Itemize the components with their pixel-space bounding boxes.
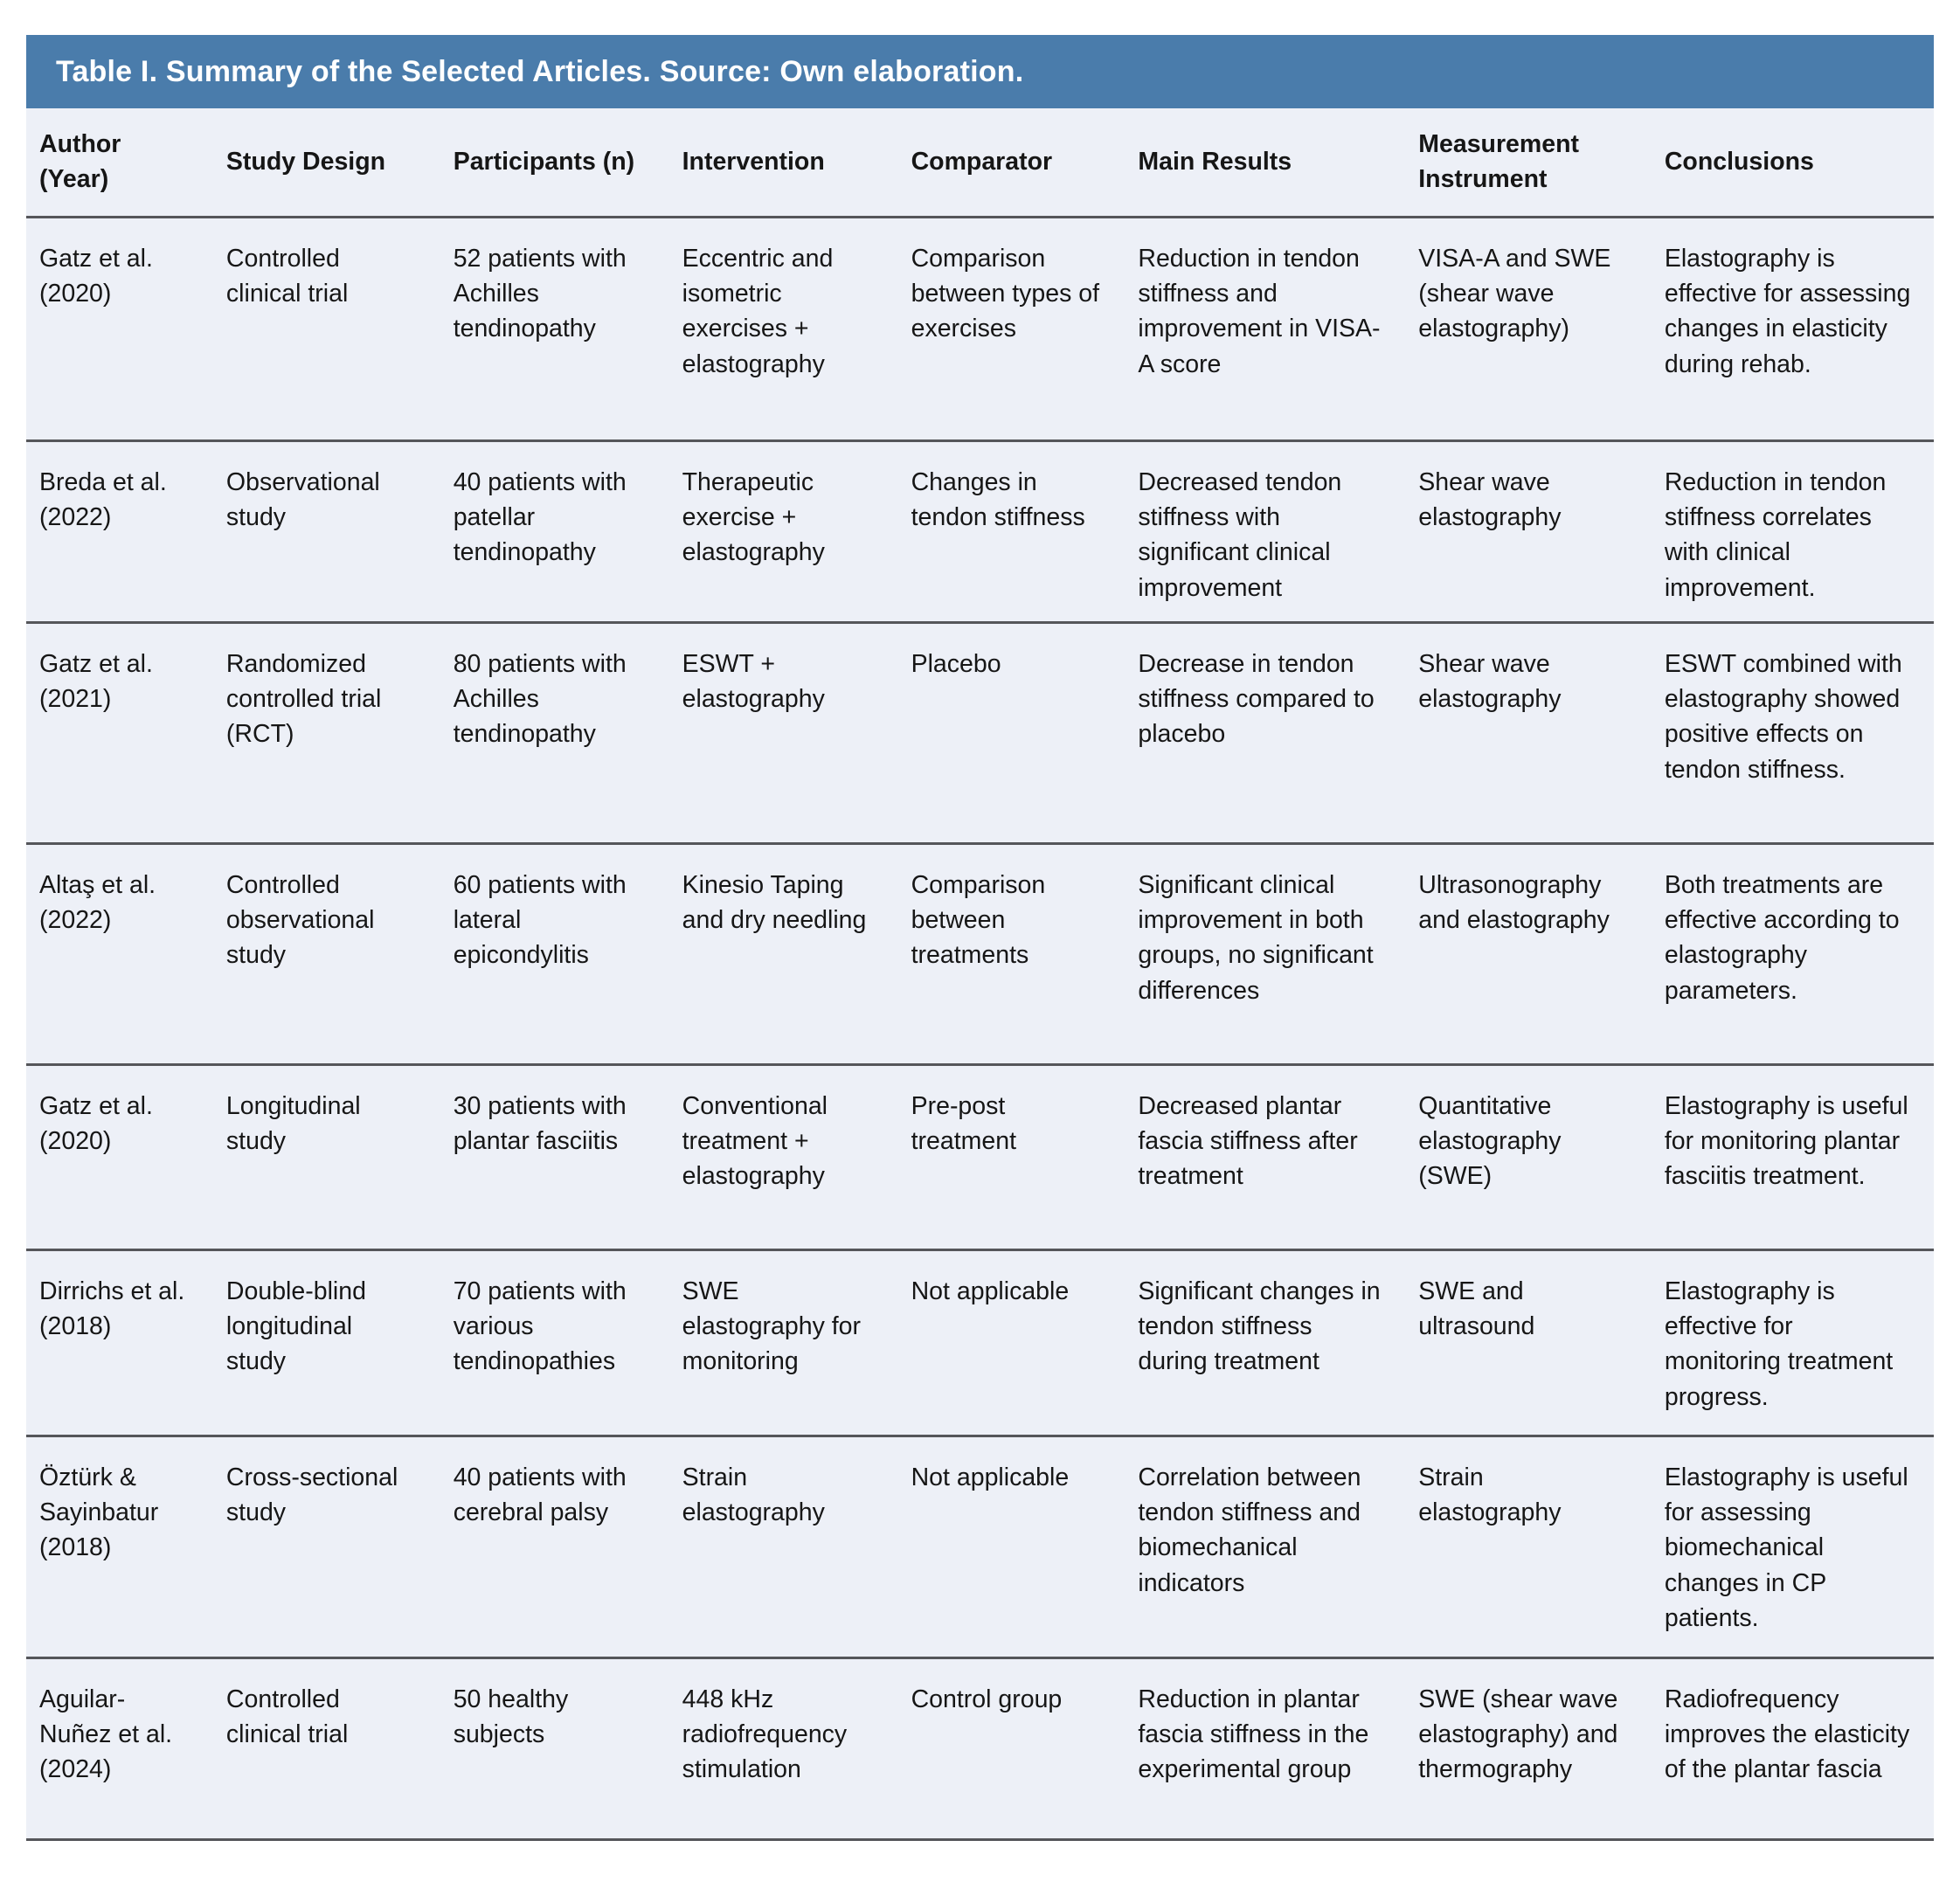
- cell-participants: 60 patients with lateral epicondylitis: [440, 843, 669, 1064]
- cell-main-results: Significant clinical improvement in both groups, no significant differences: [1125, 843, 1405, 1064]
- cell-main-results: Decrease in tendon stiffness compared to placebo: [1125, 622, 1405, 843]
- table-row: [26, 1064, 1934, 1249]
- cell-comparator: Not applicable: [898, 1436, 1125, 1657]
- cell-main-results: Reduction in plantar fascia stiffness in the experimental group: [1125, 1657, 1405, 1839]
- cell-comparator: Comparison between treatments: [898, 843, 1125, 1064]
- cell-comparator: Placebo: [898, 622, 1125, 843]
- cell-author-year: Altaş et al. (2022): [26, 843, 213, 1064]
- table-row: [26, 622, 1934, 843]
- cell-study-design: Longitudinal study: [213, 1064, 440, 1249]
- header-study-design: Study Design: [213, 108, 440, 217]
- cell-study-design: Cross-sectional study: [213, 1436, 440, 1657]
- header-measurement-instrument: Measurement Instrument: [1405, 108, 1652, 217]
- table-row: [26, 440, 1934, 622]
- cell-conclusions: ESWT combined with elastography showed positive effects on tendon stiffness.: [1652, 622, 1934, 843]
- cell-conclusions: Elastography is useful for assessing biomechanical changes in CP patients.: [1652, 1436, 1934, 1657]
- cell-conclusions: Elastography is effective for monitoring treatment progress.: [1652, 1249, 1934, 1436]
- cell-measurement-instrument: SWE and ultrasound: [1405, 1249, 1652, 1436]
- cell-study-design: Controlled observational study: [213, 843, 440, 1064]
- cell-intervention: Conventional treatment + elastography: [669, 1064, 898, 1249]
- cell-participants: 30 patients with plantar fasciitis: [440, 1064, 669, 1249]
- table-row: [26, 217, 1934, 440]
- cell-intervention: ESWT + elastography: [669, 622, 898, 843]
- cell-main-results: Correlation between tendon stiffness and biomechanical indicators: [1125, 1436, 1405, 1657]
- cell-main-results: Decreased plantar fascia stiffness after treatment: [1125, 1064, 1405, 1249]
- table-row: [26, 1436, 1934, 1657]
- cell-study-design: Randomized controlled trial (RCT): [213, 622, 440, 843]
- cell-main-results: Reduction in tendon stiffness and improvement in VISA-A score: [1125, 217, 1405, 440]
- cell-participants: 70 patients with various tendinopathies: [440, 1249, 669, 1436]
- cell-measurement-instrument: Strain elastography: [1405, 1436, 1652, 1657]
- cell-measurement-instrument: VISA-A and SWE (shear wave elastography): [1405, 217, 1652, 440]
- cell-intervention: SWE elastography for monitoring: [669, 1249, 898, 1436]
- table-title: Table I. Summary of the Selected Articles. Source: Own elaboration.: [56, 54, 1024, 88]
- cell-author-year: Breda et al. (2022): [26, 440, 213, 622]
- header-conclusions: Conclusions: [1652, 108, 1934, 217]
- cell-intervention: Eccentric and isometric exercises + elastography: [669, 217, 898, 440]
- cell-study-design: Controlled clinical trial: [213, 1657, 440, 1839]
- cell-conclusions: Elastography is effective for assessing changes in elasticity during rehab.: [1652, 217, 1934, 440]
- cell-participants: 52 patients with Achilles tendinopathy: [440, 217, 669, 440]
- cell-main-results: Decreased tendon stiffness with significant clinical improvement: [1125, 440, 1405, 622]
- header-intervention: Intervention: [669, 108, 898, 217]
- cell-author-year: Aguilar-Nuñez et al. (2024): [26, 1657, 213, 1839]
- cell-comparator: Not applicable: [898, 1249, 1125, 1436]
- cell-participants: 80 patients with Achilles tendinopathy: [440, 622, 669, 843]
- cell-measurement-instrument: SWE (shear wave elastography) and thermography: [1405, 1657, 1652, 1839]
- cell-comparator: Changes in tendon stiffness: [898, 440, 1125, 622]
- table-row: [26, 1249, 1934, 1436]
- cell-participants: 40 patients with cerebral palsy: [440, 1436, 669, 1657]
- cell-intervention: Strain elastography: [669, 1436, 898, 1657]
- header-row: [26, 108, 1934, 217]
- header-participants: Participants (n): [440, 108, 669, 217]
- cell-study-design: Observational study: [213, 440, 440, 622]
- cell-intervention: Therapeutic exercise + elastography: [669, 440, 898, 622]
- cell-author-year: Dirrichs et al. (2018): [26, 1249, 213, 1436]
- header-main-results: Main Results: [1125, 108, 1405, 217]
- cell-measurement-instrument: Quantitative elastography (SWE): [1405, 1064, 1652, 1249]
- cell-measurement-instrument: Ultrasonography and elastography: [1405, 843, 1652, 1064]
- cell-conclusions: Elastography is useful for monitoring plantar fasciitis treatment.: [1652, 1064, 1934, 1249]
- cell-comparator: Control group: [898, 1657, 1125, 1839]
- cell-measurement-instrument: Shear wave elastography: [1405, 440, 1652, 622]
- cell-comparator: Pre-post treatment: [898, 1064, 1125, 1249]
- cell-intervention: Kinesio Taping and dry needling: [669, 843, 898, 1064]
- cell-conclusions: Both treatments are effective according to elastography parameters.: [1652, 843, 1934, 1064]
- cell-author-year: Gatz et al. (2020): [26, 217, 213, 440]
- table-row: [26, 1657, 1934, 1839]
- header-comparator: Comparator: [898, 108, 1125, 217]
- cell-author-year: Gatz et al. (2020): [26, 1064, 213, 1249]
- cell-participants: 50 healthy subjects: [440, 1657, 669, 1839]
- cell-author-year: Öztürk & Sayinbatur (2018): [26, 1436, 213, 1657]
- table-title-bar: [26, 35, 1934, 108]
- cell-study-design: Double-blind longitudinal study: [213, 1249, 440, 1436]
- cell-participants: 40 patients with patellar tendinopathy: [440, 440, 669, 622]
- table-row: [26, 843, 1934, 1064]
- cell-measurement-instrument: Shear wave elastography: [1405, 622, 1652, 843]
- cell-main-results: Significant changes in tendon stiffness during treatment: [1125, 1249, 1405, 1436]
- cell-conclusions: Reduction in tendon stiffness correlates with clinical improvement.: [1652, 440, 1934, 622]
- cell-study-design: Controlled clinical trial: [213, 217, 440, 440]
- summary-table: [26, 108, 1934, 1841]
- cell-intervention: 448 kHz radiofrequency stimulation: [669, 1657, 898, 1839]
- cell-conclusions: Radiofrequency improves the elasticity of the plantar fascia: [1652, 1657, 1934, 1839]
- cell-comparator: Comparison between types of exercises: [898, 217, 1125, 440]
- cell-author-year: Gatz et al. (2021): [26, 622, 213, 843]
- header-author-year: Author (Year): [26, 108, 213, 217]
